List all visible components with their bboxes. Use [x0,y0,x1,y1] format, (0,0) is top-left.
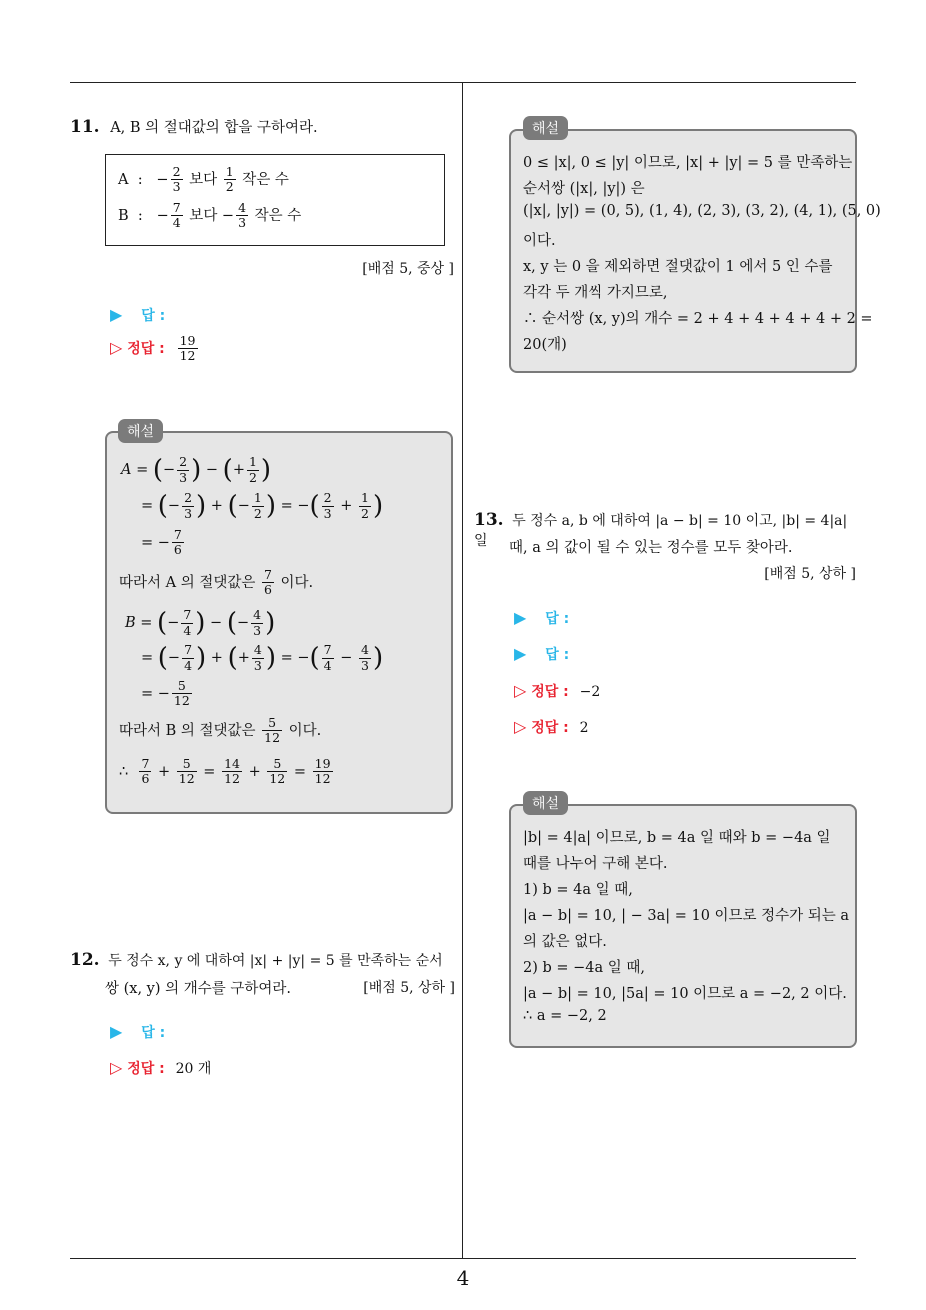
expl-line: 1) b = 4a 일 때, [523,882,633,898]
expl-text: 따라서 A 의 절댓값은 [119,574,256,591]
outline-triangle-icon: ▷ [514,681,527,700]
question-number: 13. [474,510,504,530]
correct-answer-row [514,717,589,737]
expl-line: 각각 두 개씩 가지므로, [523,285,668,301]
expl-line: 20(개) [523,337,567,353]
play-icon: ▶ [110,1022,123,1041]
given-box [105,154,445,246]
expl-line: 이다. [523,233,556,249]
expl-line: 2) b = −4a 일 때, [523,960,646,976]
correct-answer-row [110,334,200,364]
outline-triangle-icon: ▷ [514,717,527,736]
expl-line: A = (− $\frac{2}{3}$ ) − (+ $\frac{1}{2}$ ) [121,454,272,485]
explanation-tag: 해설 [118,419,163,443]
answer-row [514,644,569,664]
expl-text: 이다. [288,722,322,739]
correct-answer-row [110,1058,211,1078]
points: [배점 5, 상하 ] [363,980,455,996]
question-11 [70,116,318,137]
question-text: 두 정수 a, b 에 대하여 |a − b| = 10 이고, |b| = 4|a| 일 [474,513,848,549]
page-number: 4 [456,1266,470,1290]
expl-line: = − $\frac{5}{12}$ [141,678,190,709]
answer-row [514,608,569,628]
question-number: 12. [70,950,100,970]
given-b: B : − $\frac{7}{4}$ 보다 − $\frac{4}{3}$ 작은 수 [118,200,302,231]
explanation-tag: 해설 [523,116,568,140]
expl-line: = − $\frac{7}{6}$ [141,527,182,558]
correct-numerator: 19 [179,333,196,348]
question-13-line2: 때, a 의 값이 될 수 있는 정수를 모두 찾아라. [509,540,793,556]
expl-line: x, y 는 0 을 제외하면 절댓값이 1 에서 5 인 수를 [523,259,833,275]
question-number: 11. [70,117,100,137]
answer-row [110,1022,165,1042]
expl-line: 순서쌍 (|x|, |y|) 은 [523,181,645,197]
explanation-box [509,129,881,373]
expl-line: B = (− $\frac{7}{4}$ ) − (− $\frac{4}{3}$ ) [125,607,276,638]
expl-line: |b| = 4|a| 이므로, b = 4a 일 때와 b = −4a 일 [523,830,831,846]
question-text: A, B 의 절대값의 합을 구하여라. [110,120,318,136]
explanation-box [509,804,857,1048]
correct-value: −2 [579,684,601,700]
correct-denominator: 12 [179,348,196,364]
correct-label: 정답 : [127,1061,165,1077]
correct-value: 2 [579,720,589,736]
correct-answer-row [514,681,600,701]
answer-label: 답 : [141,1025,166,1041]
play-icon: ▶ [514,608,527,627]
explanation-tag: 해설 [523,791,568,815]
correct-label: 정답 : [531,684,569,700]
outline-triangle-icon: ▷ [110,337,123,357]
play-icon: ▶ [110,305,123,324]
expl-line: = (− $\frac{7}{4}$ ) + (+ $\frac{4}{3}$ ) = −( $\frac{7}{4}$ − $\frac{4}{3}$ ) [141,642,384,673]
expl-text: 따라서 B 의 절댓값은 [119,722,256,739]
column-divider [462,82,463,1258]
expl-text: 이다. [280,574,314,591]
expl-line: |a − b| = 10, | − 3a| = 10 이므로 정수가 되는 a [523,908,850,924]
expl-line: 0 ≤ |x|, 0 ≤ |y| 이므로, |x| + |y| = 5 를 만족하는 [523,155,853,171]
expl-line: ∴ $\frac{7}{6}$ + $\frac{5}{12}$ = $\frac{14}{12}$ + $\frac{5}{12}$ = $\frac{19}{12}$ [119,756,331,787]
points: [배점 5, 상하 ] [764,566,856,582]
expl-line: 의 값은 없다. [523,934,607,950]
correct-value: 20 개 [175,1061,212,1077]
header-rule [70,82,856,83]
points: [배점 5, 중상 ] [362,261,454,277]
expl-line: (|x|, |y|) = (0, 5), (1, 4), (2, 3), (3, 2), (4, 1), (5, 0) [523,203,881,219]
answer-label: 답 : [545,647,570,663]
play-icon: ▶ [514,644,527,663]
correct-label: 정답 : [531,720,569,736]
expl-line: ∴ 순서쌍 (x, y)의 개수 = 2 + 4 + 4 + 4 + 4 + 2 = [523,311,873,327]
footer-rule [70,1258,856,1259]
question-12 [70,950,456,970]
expl-line: 따라서 A 의 절댓값은 $\frac{7}{6}$ 이다. [119,567,314,598]
expl-line: 때를 나누어 구해 본다. [523,856,668,872]
question-12-line2 [105,977,455,998]
correct-label: 정답 : [127,340,165,357]
expl-line: ∴ a = −2, 2 [523,1008,607,1024]
expl-line: = (− $\frac{2}{3}$ ) + (− $\frac{1}{2}$ ) = −( $\frac{2}{3}$ + $\frac{1}{2}$ ) [141,490,384,521]
expl-line: |a − b| = 10, |5a| = 10 이므로 a = −2, 2 이다. [523,986,847,1002]
question-text: 두 정수 x, y 에 대하여 |x| + |y| = 5 를 만족하는 순서 [108,953,443,969]
question-text: 쌍 (x, y) 의 개수를 구하여라. [105,981,292,997]
answer-label: 답 : [545,611,570,627]
expl-line: 따라서 B 의 절댓값은 $\frac{5}{12}$ 이다. [119,715,322,746]
answer-label: 답 : [141,308,166,324]
explanation-box [105,431,453,814]
given-a: A : − $\frac{2}{3}$ 보다 $\frac{1}{2}$ 작은 수 [118,164,289,195]
answer-row [110,305,165,325]
outline-triangle-icon: ▷ [110,1058,123,1077]
